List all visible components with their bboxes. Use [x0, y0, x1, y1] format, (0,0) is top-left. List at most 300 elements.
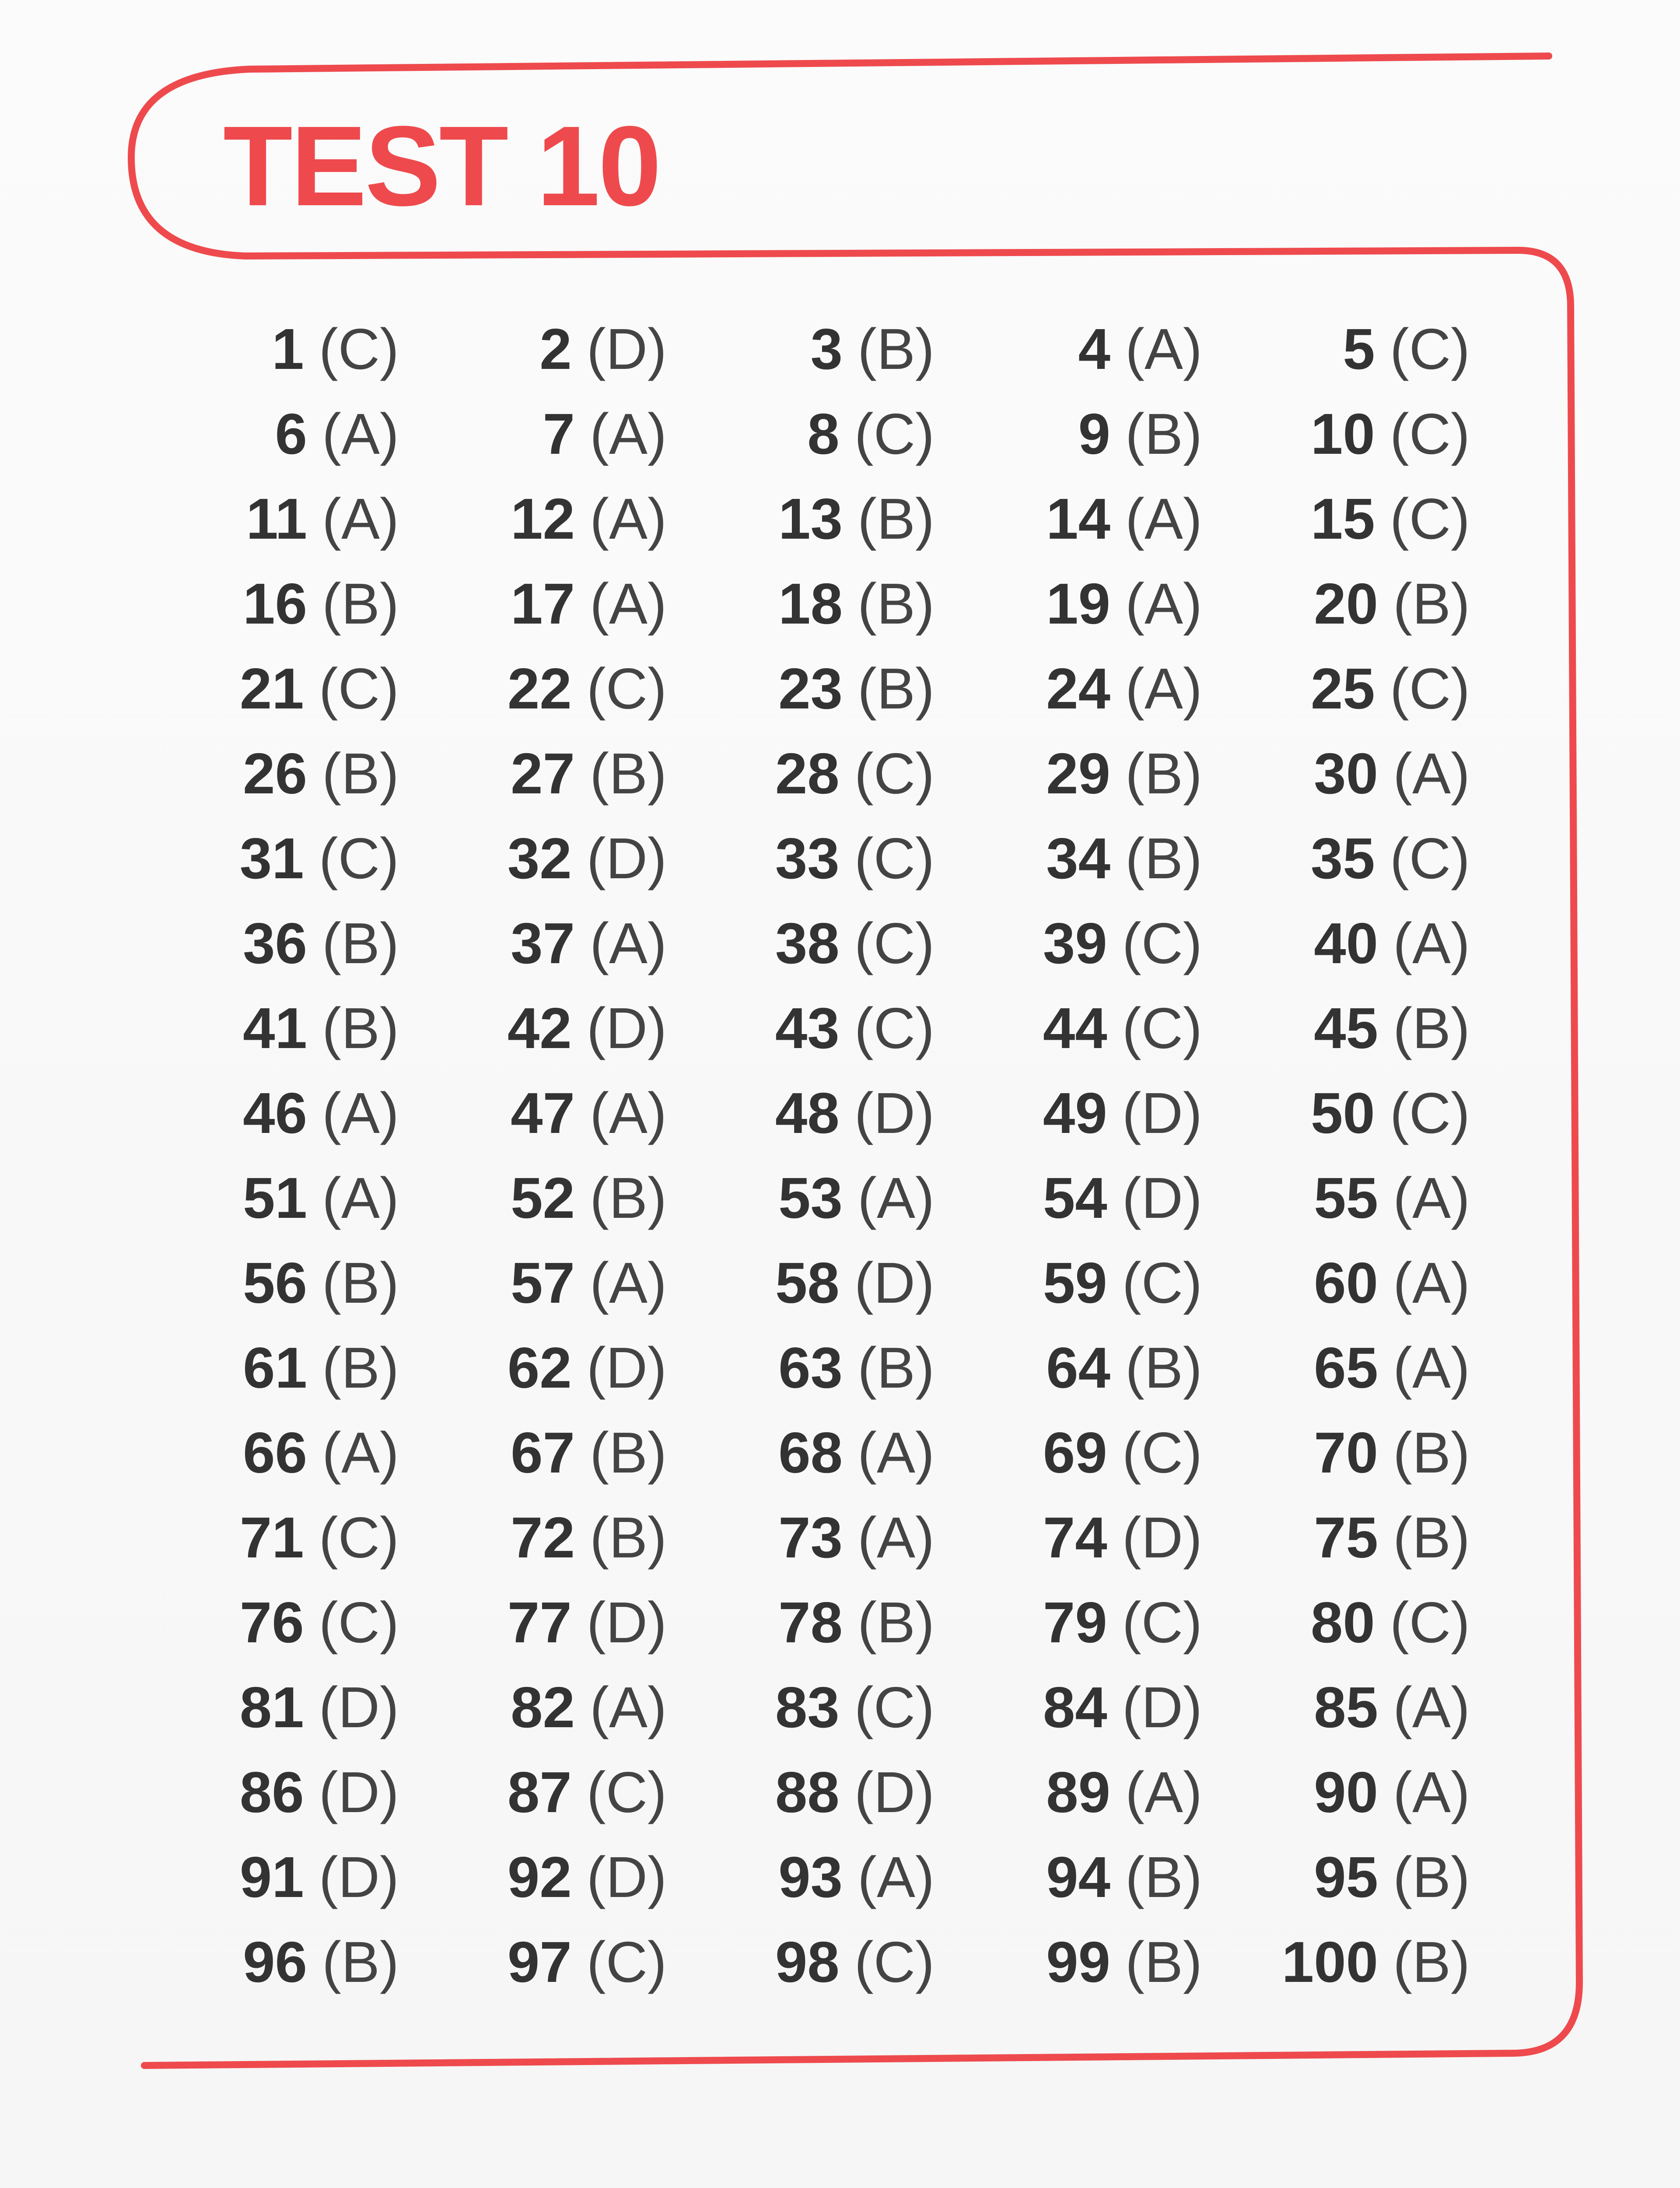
answer-item: [184, 1240, 452, 1325]
question-number: 96: [243, 1929, 308, 1994]
question-number: 32: [507, 826, 572, 891]
answer-item: [452, 1834, 719, 1919]
answer-item: [719, 1410, 987, 1495]
question-number: 81: [239, 1675, 304, 1739]
question-number: 42: [507, 996, 572, 1060]
question-number: 9: [1078, 401, 1111, 466]
answer-choice: (A): [1393, 1335, 1470, 1400]
answer-item: [719, 1155, 987, 1240]
question-number: 65: [1314, 1335, 1379, 1400]
answer-item: [452, 1155, 719, 1240]
answer-choice: (B): [1125, 826, 1202, 891]
answer-choice: (A): [1393, 741, 1470, 806]
answer-item: [184, 1495, 452, 1580]
answer-item: [719, 1240, 987, 1325]
answer-choice: (C): [586, 1760, 667, 1824]
answer-item: [719, 1325, 987, 1410]
question-number: 86: [239, 1760, 304, 1824]
question-number: 38: [775, 911, 840, 975]
question-number: 43: [775, 996, 840, 1060]
question-number: 57: [511, 1250, 575, 1315]
question-number: 46: [243, 1080, 308, 1145]
question-number: 82: [511, 1675, 575, 1739]
question-number: 92: [507, 1844, 572, 1909]
answer-item: [1255, 901, 1522, 985]
question-number: 11: [246, 486, 308, 551]
question-number: 72: [511, 1505, 575, 1570]
answer-item: [184, 561, 452, 646]
question-number: 97: [507, 1929, 572, 1994]
question-number: 87: [507, 1760, 572, 1824]
question-number: 61: [243, 1335, 308, 1400]
answer-choice: (D): [1122, 1165, 1202, 1230]
question-number: 66: [243, 1420, 308, 1485]
answer-item: [987, 306, 1255, 391]
question-number: 76: [239, 1590, 304, 1655]
answer-choice: (B): [590, 1420, 667, 1485]
answer-choice: (D): [586, 1590, 667, 1655]
answer-choice: (D): [586, 1335, 667, 1400]
question-number: 27: [511, 741, 575, 806]
question-number: 100: [1281, 1929, 1379, 1994]
answer-choice: (A): [1393, 1675, 1470, 1739]
question-number: 52: [511, 1165, 575, 1230]
answer-choice: (B): [858, 1590, 934, 1655]
answer-item: [987, 476, 1255, 561]
answer-item: [452, 1580, 719, 1665]
answer-choice: (B): [1393, 571, 1470, 636]
question-number: 53: [778, 1165, 843, 1230]
question-number: 58: [775, 1250, 840, 1315]
question-number: 56: [243, 1250, 308, 1315]
answer-item: [1255, 391, 1522, 476]
answer-choice: (A): [590, 1080, 667, 1145]
question-number: 2: [539, 316, 572, 381]
answer-choice: (C): [586, 1929, 667, 1994]
answer-item: [719, 646, 987, 731]
question-number: 6: [275, 401, 308, 466]
answer-choice: (A): [1393, 911, 1470, 975]
answer-item: [987, 646, 1255, 731]
question-number: 17: [511, 571, 575, 636]
answer-choice: (C): [1390, 656, 1470, 721]
question-number: 23: [778, 656, 843, 721]
answer-choice: (C): [1122, 911, 1202, 975]
answer-choice: (C): [1122, 1590, 1202, 1655]
answer-choice: (D): [318, 1844, 399, 1909]
answer-item: [719, 1070, 987, 1155]
answer-choice: (C): [854, 1675, 934, 1739]
answer-choice: (D): [586, 316, 667, 381]
question-number: 70: [1314, 1420, 1379, 1485]
question-number: 34: [1046, 826, 1111, 891]
answer-choice: (C): [854, 826, 934, 891]
answer-item: [719, 306, 987, 391]
answer-item: [987, 1580, 1255, 1665]
answer-choice: (D): [854, 1080, 934, 1145]
answer-choice: (C): [1122, 996, 1202, 1060]
answer-item: [184, 816, 452, 901]
question-number: 35: [1310, 826, 1375, 891]
answer-choice: (B): [322, 1929, 399, 1994]
question-number: 33: [775, 826, 840, 891]
answer-item: [452, 1665, 719, 1750]
answer-choice: (A): [322, 486, 399, 551]
question-number: 60: [1314, 1250, 1379, 1315]
answer-choice: (B): [322, 911, 399, 975]
test-title: TEST 10: [223, 103, 660, 230]
answer-choice: (C): [1390, 826, 1470, 891]
answer-item: [719, 1580, 987, 1665]
question-number: 29: [1046, 741, 1111, 806]
question-number: 50: [1310, 1080, 1375, 1145]
answer-choice: (A): [1393, 1250, 1470, 1315]
answer-item: [452, 646, 719, 731]
answer-choice: (C): [1390, 1080, 1470, 1145]
answer-item: [184, 985, 452, 1070]
answer-item: [719, 731, 987, 816]
answer-item: [1255, 1580, 1522, 1665]
answer-item: [184, 901, 452, 985]
question-number: 88: [775, 1760, 840, 1824]
question-number: 93: [778, 1844, 843, 1909]
answer-choice: (A): [858, 1844, 934, 1909]
answer-item: [1255, 1240, 1522, 1325]
question-number: 78: [778, 1590, 843, 1655]
question-number: 85: [1314, 1675, 1379, 1739]
answer-choice: (B): [590, 1505, 667, 1570]
answer-item: [184, 646, 452, 731]
answer-item: [719, 1495, 987, 1580]
answer-item: [452, 901, 719, 985]
answer-item: [1255, 1155, 1522, 1240]
answer-item: [452, 816, 719, 901]
question-number: 37: [511, 911, 575, 975]
answer-choice: (B): [322, 996, 399, 1060]
question-number: 77: [507, 1590, 572, 1655]
answer-choice: (D): [586, 996, 667, 1060]
question-number: 47: [511, 1080, 575, 1145]
answer-choice: (D): [318, 1760, 399, 1824]
question-number: 14: [1046, 486, 1111, 551]
answer-choice: (B): [858, 316, 934, 381]
question-number: 62: [507, 1335, 572, 1400]
answer-choice: (B): [1125, 401, 1202, 466]
answer-item: [184, 1665, 452, 1750]
answer-choice: (C): [1390, 401, 1470, 466]
answer-item: [1255, 1410, 1522, 1495]
answer-item: [1255, 1665, 1522, 1750]
answer-choice: (B): [322, 1250, 399, 1315]
question-number: 15: [1310, 486, 1375, 551]
answer-item: [184, 1325, 452, 1410]
answer-choice: (B): [1393, 1929, 1470, 1994]
answer-item: [1255, 1919, 1522, 2004]
question-number: 51: [243, 1165, 308, 1230]
answer-item: [452, 1750, 719, 1834]
question-number: 13: [778, 486, 843, 551]
question-number: 55: [1314, 1165, 1379, 1230]
question-number: 39: [1043, 911, 1107, 975]
question-number: 69: [1043, 1420, 1107, 1485]
answer-choice: (B): [1393, 1420, 1470, 1485]
question-number: 95: [1314, 1844, 1379, 1909]
answer-item: [987, 1919, 1255, 2004]
question-number: 54: [1043, 1165, 1107, 1230]
answer-choice: (A): [590, 401, 667, 466]
answer-choice: (D): [854, 1250, 934, 1315]
question-number: 26: [243, 741, 308, 806]
answer-choice: (C): [854, 401, 934, 466]
question-number: 48: [775, 1080, 840, 1145]
answer-choice: (A): [1125, 1760, 1202, 1824]
answer-choice: (B): [322, 741, 399, 806]
answer-item: [452, 1070, 719, 1155]
answer-choice: (D): [318, 1675, 399, 1739]
answer-item: [987, 1155, 1255, 1240]
answer-item: [987, 1240, 1255, 1325]
answer-item: [1255, 985, 1522, 1070]
question-number: 84: [1043, 1675, 1107, 1739]
answer-item: [987, 1495, 1255, 1580]
answer-choice: (C): [318, 826, 399, 891]
question-number: 64: [1046, 1335, 1111, 1400]
question-number: 7: [542, 401, 575, 466]
answer-item: [184, 391, 452, 476]
answer-item: [987, 1410, 1255, 1495]
question-number: 67: [511, 1420, 575, 1485]
answer-item: [184, 1834, 452, 1919]
question-number: 94: [1046, 1844, 1111, 1909]
answer-item: [719, 476, 987, 561]
answer-choice: (B): [590, 1165, 667, 1230]
answer-choice: (A): [322, 1165, 399, 1230]
question-number: 75: [1314, 1505, 1379, 1570]
question-number: 36: [243, 911, 308, 975]
answer-item: [987, 1834, 1255, 1919]
question-number: 83: [775, 1675, 840, 1739]
question-number: 49: [1043, 1080, 1107, 1145]
answer-choice: (A): [858, 1165, 934, 1230]
answer-choice: (C): [318, 1590, 399, 1655]
answer-item: [184, 1155, 452, 1240]
answer-choice: (C): [854, 1929, 934, 1994]
answer-choice: (A): [1393, 1760, 1470, 1824]
question-number: 21: [239, 656, 304, 721]
answer-item: [1255, 1325, 1522, 1410]
question-number: 22: [507, 656, 572, 721]
question-number: 90: [1314, 1760, 1379, 1824]
answer-choice: (B): [1393, 996, 1470, 1060]
answer-item: [987, 1325, 1255, 1410]
answer-item: [987, 985, 1255, 1070]
answer-choice: (A): [1125, 316, 1202, 381]
answer-item: [184, 306, 452, 391]
answer-item: [719, 561, 987, 646]
answer-choice: (B): [858, 1335, 934, 1400]
answer-item: [452, 731, 719, 816]
answer-item: [1255, 1495, 1522, 1580]
answer-choice: (A): [590, 571, 667, 636]
answer-choice: (D): [1122, 1080, 1202, 1145]
answer-item: [184, 1750, 452, 1834]
answer-choice: (C): [854, 996, 934, 1060]
answer-choice: (D): [1122, 1675, 1202, 1739]
answer-item: [184, 1070, 452, 1155]
answer-item: [987, 561, 1255, 646]
question-number: 16: [243, 571, 308, 636]
question-number: 59: [1043, 1250, 1107, 1315]
answer-item: [452, 1495, 719, 1580]
answer-item: [184, 476, 452, 561]
answer-choice: (B): [322, 1335, 399, 1400]
answer-item: [987, 1070, 1255, 1155]
answer-choice: (C): [1390, 486, 1470, 551]
answer-item: [1255, 476, 1522, 561]
answer-item: [1255, 731, 1522, 816]
answer-choice: (A): [590, 1250, 667, 1315]
answer-choice: (B): [1125, 1929, 1202, 1994]
question-number: 91: [239, 1844, 304, 1909]
answer-item: [452, 391, 719, 476]
question-number: 4: [1078, 316, 1111, 381]
question-number: 30: [1314, 741, 1379, 806]
question-number: 68: [778, 1420, 843, 1485]
answer-choice: (C): [318, 656, 399, 721]
question-number: 99: [1046, 1929, 1111, 1994]
question-number: 80: [1310, 1590, 1375, 1655]
answer-item: [452, 306, 719, 391]
question-number: 73: [778, 1505, 843, 1570]
answer-item: [1255, 561, 1522, 646]
answer-choice: (C): [318, 1505, 399, 1570]
answer-choice: (C): [1122, 1420, 1202, 1485]
answer-item: [184, 1580, 452, 1665]
answer-choice: (C): [586, 656, 667, 721]
answer-item: [719, 816, 987, 901]
answer-item: [719, 985, 987, 1070]
answer-choice: (A): [1125, 486, 1202, 551]
answer-choice: (C): [854, 741, 934, 806]
answer-choice: (B): [1125, 1335, 1202, 1400]
answer-choice: (A): [858, 1420, 934, 1485]
question-number: 89: [1046, 1760, 1111, 1824]
answer-item: [1255, 646, 1522, 731]
question-number: 20: [1314, 571, 1379, 636]
answer-choice: (A): [322, 1420, 399, 1485]
answer-item: [719, 1919, 987, 2004]
answer-choice: (B): [858, 656, 934, 721]
answer-item: [1255, 1834, 1522, 1919]
answer-item: [1255, 1750, 1522, 1834]
answer-item: [987, 731, 1255, 816]
question-number: 40: [1314, 911, 1379, 975]
answer-item: [987, 1665, 1255, 1750]
answer-choice: (A): [590, 486, 667, 551]
answer-choice: (D): [586, 1844, 667, 1909]
answer-choice: (A): [590, 911, 667, 975]
answer-grid: [184, 306, 1522, 2004]
answer-choice: (D): [586, 826, 667, 891]
answer-item: [987, 816, 1255, 901]
answer-choice: (C): [1390, 1590, 1470, 1655]
answer-item: [452, 1919, 719, 2004]
answer-item: [719, 1665, 987, 1750]
answer-item: [184, 731, 452, 816]
answer-item: [452, 1410, 719, 1495]
answer-choice: (C): [1390, 316, 1470, 381]
question-number: 79: [1043, 1590, 1107, 1655]
answer-choice: (B): [858, 571, 934, 636]
answer-item: [1255, 306, 1522, 391]
answer-item: [987, 391, 1255, 476]
answer-choice: (A): [1393, 1165, 1470, 1230]
answer-item: [719, 1834, 987, 1919]
question-number: 10: [1310, 401, 1375, 466]
answer-item: [719, 901, 987, 985]
answer-choice: (B): [590, 741, 667, 806]
question-number: 45: [1314, 996, 1379, 1060]
answer-item: [452, 561, 719, 646]
answer-item: [987, 1750, 1255, 1834]
question-number: 44: [1043, 996, 1107, 1060]
answer-item: [452, 476, 719, 561]
answer-choice: (D): [1122, 1505, 1202, 1570]
answer-choice: (C): [318, 316, 399, 381]
question-number: 74: [1043, 1505, 1107, 1570]
answer-choice: (A): [858, 1505, 934, 1570]
answer-choice: (A): [322, 401, 399, 466]
answer-item: [452, 1325, 719, 1410]
answer-item: [1255, 1070, 1522, 1155]
answer-item: [184, 1919, 452, 2004]
answer-item: [1255, 816, 1522, 901]
answer-item: [987, 901, 1255, 985]
answer-item: [452, 985, 719, 1070]
question-number: 41: [243, 996, 308, 1060]
answer-choice: (C): [854, 911, 934, 975]
question-number: 98: [775, 1929, 840, 1994]
question-number: 12: [511, 486, 575, 551]
question-number: 71: [239, 1505, 304, 1570]
question-number: 5: [1343, 316, 1375, 381]
answer-choice: (A): [1125, 571, 1202, 636]
question-number: 18: [778, 571, 843, 636]
question-number: 1: [272, 316, 304, 381]
answer-choice: (B): [322, 571, 399, 636]
question-number: 31: [239, 826, 304, 891]
answer-choice: (B): [858, 486, 934, 551]
answer-choice: (B): [1393, 1844, 1470, 1909]
answer-choice: (B): [1125, 741, 1202, 806]
question-number: 63: [778, 1335, 843, 1400]
question-number: 8: [807, 401, 840, 466]
answer-item: [452, 1240, 719, 1325]
question-number: 28: [775, 741, 840, 806]
answer-choice: (D): [854, 1760, 934, 1824]
answer-choice: (B): [1125, 1844, 1202, 1909]
answer-item: [184, 1410, 452, 1495]
question-number: 3: [810, 316, 843, 381]
question-number: 25: [1310, 656, 1375, 721]
question-number: 19: [1046, 571, 1111, 636]
answer-item: [719, 1750, 987, 1834]
answer-choice: (A): [590, 1675, 667, 1739]
answer-choice: (B): [1393, 1505, 1470, 1570]
answer-choice: (A): [1125, 656, 1202, 721]
question-number: 24: [1046, 656, 1111, 721]
answer-choice: (A): [322, 1080, 399, 1145]
